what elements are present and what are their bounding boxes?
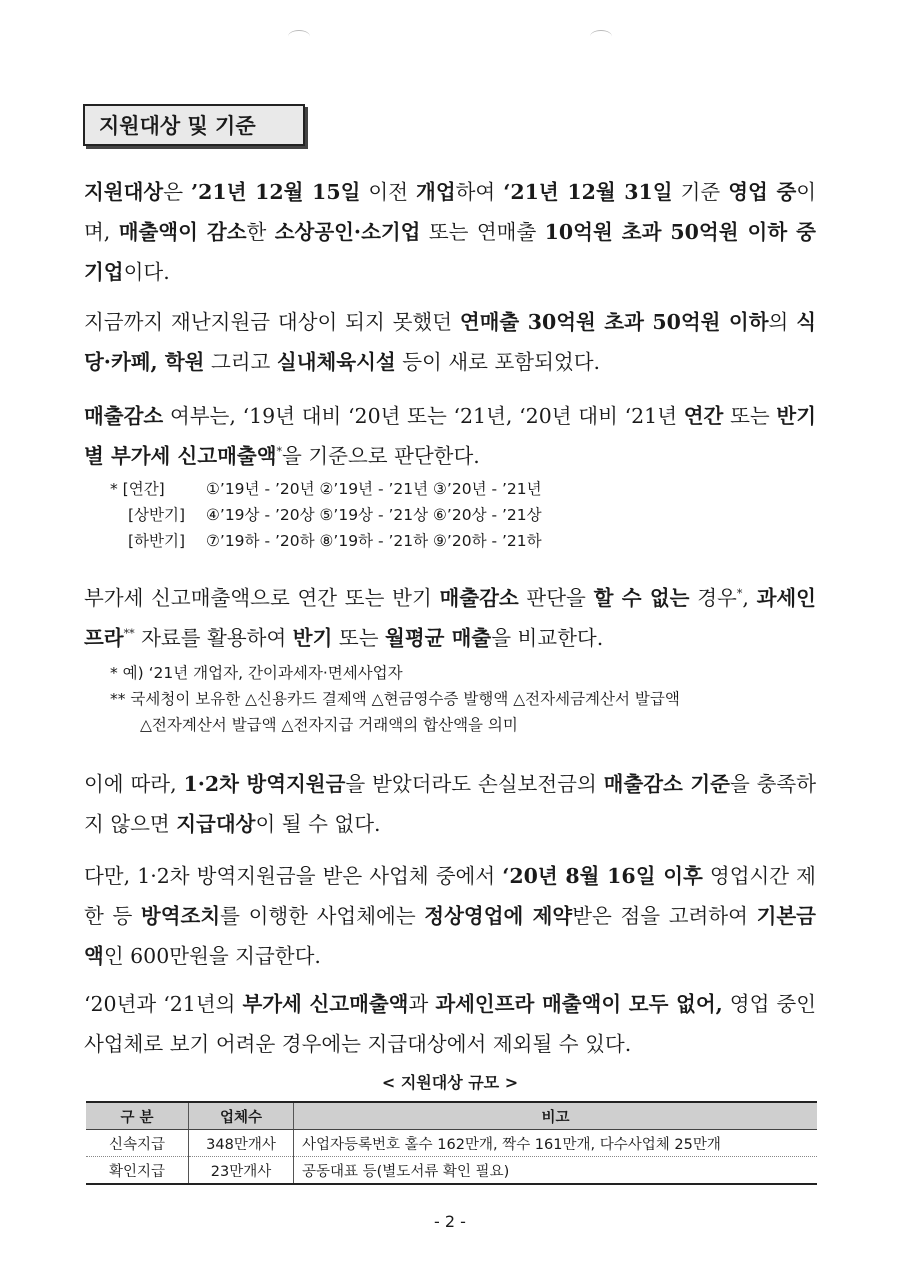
text-bold: 10억원 초과 50억원 이하 중기업 (84, 220, 816, 284)
table-cell: 23만개사 (189, 1157, 294, 1185)
note-label: [하반기] (128, 532, 186, 550)
paragraph-base-amount (84, 856, 816, 976)
paragraph-new-inclusions (84, 302, 816, 382)
text: 이며, (84, 180, 817, 244)
text-bold: 과세인프라 매출액이 모두 없어, (435, 992, 723, 1016)
text: 경우 (689, 586, 737, 610)
note-items: ④’19상 - ’20상 ⑤’19상 - ’21상 ⑥’20상 - ’21상 (206, 506, 542, 524)
text: 자료를 활용하여 (134, 626, 293, 650)
paragraph-quarantine-grant (84, 764, 816, 844)
text-bold: ‘20년 8월 16일 이후 (502, 864, 703, 888)
text-bold: 소상공인·소기업 (274, 220, 421, 244)
text: 과 (408, 992, 436, 1016)
column-header: 비고 (294, 1102, 818, 1130)
footnote-2: ** 국세청이 보유한 △신용카드 결제액 △현금영수증 발행액 △전자세금계산서 발급액 (110, 690, 680, 708)
text-bold: 매출감소 기준 (603, 772, 730, 796)
text: 영업 중인 사업체로 보기 어려운 경우에는 지급대상에서 제외될 수 있다. (84, 992, 817, 1056)
text-bold: 할 수 없는 (593, 586, 690, 610)
text: 그리고 (204, 350, 277, 374)
text: 의 (768, 310, 797, 334)
text-bold: 매출감소 (439, 586, 519, 610)
text: 지금까지 재난지원금 대상이 되지 못했던 (84, 310, 460, 334)
note-items: ⑦’19하 - ’20하 ⑧’19하 - ’21하 ⑨’20하 - ’21하 (206, 532, 542, 550)
table-cell: 사업자등록번호 홀수 162만개, 짝수 161만개, 다수사업체 25만개 (294, 1130, 818, 1157)
table-row (86, 1157, 817, 1185)
text-bold: 기본금액 (84, 904, 816, 968)
text: 등이 새로 포함되었다. (395, 350, 601, 374)
text-bold: 1·2차 방역지원금 (183, 772, 346, 796)
note-row-first-half (110, 502, 830, 528)
text: 또는 연매출 (420, 220, 545, 244)
text-bold: ‘21년 12월 31일 (503, 180, 673, 204)
text: 다만, 1·2차 방역지원금을 받은 사업체 중에서 (84, 864, 503, 888)
footnote-mark: * (736, 587, 743, 601)
note-row-second-half (110, 528, 830, 554)
text-bold: 실내체육시설 (276, 350, 396, 374)
text: 를 이행한 사업체에는 (220, 904, 425, 928)
table-header-row (86, 1102, 817, 1130)
text: 또는 (332, 626, 386, 650)
text: 인 600만원을 지급한다. (103, 944, 321, 968)
paragraph-tax-infra (84, 578, 816, 658)
paragraph-sales-decline (84, 396, 816, 476)
text: 을 비교한다. (491, 626, 604, 650)
page-number: - 2 - (434, 1212, 466, 1231)
text-bold: 매출감소 (84, 404, 164, 428)
footnote-mark: ** (123, 627, 135, 641)
section-title: 지원대상 및 기준 (83, 104, 305, 146)
note-label: * [연간] (110, 480, 165, 498)
text-bold: 반기별 부가세 신고매출액 (84, 404, 817, 468)
note-items: ①’19년 - ’20년 ②’19년 - ’21년 ③’20년 - ’21년 (206, 480, 542, 498)
text-bold: 월평균 매출 (385, 626, 492, 650)
text-bold: 부가세 신고매출액 (242, 992, 409, 1016)
text: 영업시간 제한 등 (84, 864, 816, 928)
column-header: 구 분 (86, 1102, 189, 1130)
text-bold: 반기 (292, 626, 333, 650)
text: ‘20년과 ‘21년의 (84, 992, 243, 1016)
text-bold: 과세인프라 (84, 586, 816, 650)
text: 을 기준으로 판단한다. (282, 444, 480, 468)
footnote-mark: * (276, 445, 283, 459)
note-footnotes (110, 660, 830, 738)
text: , (742, 586, 757, 610)
text: 또는 (723, 404, 777, 428)
text: 판단을 (518, 586, 594, 610)
punch-hole-right (590, 30, 612, 43)
text-bold: 개업 (416, 180, 456, 204)
text-bold: 지원대상 (84, 180, 164, 204)
support-scale-table (86, 1101, 817, 1185)
text-bold: 지급대상 (176, 812, 256, 836)
note-label: [상반기] (128, 506, 186, 524)
text-bold: 영업 중 (728, 180, 797, 204)
column-header: 업체수 (189, 1102, 294, 1130)
text: 하여 (455, 180, 504, 204)
text-bold: 방역조치 (140, 904, 221, 928)
text: 받은 점을 고려하여 (572, 904, 757, 928)
text: 은 (163, 180, 192, 204)
table-cell: 공동대표 등(별도서류 확인 필요) (294, 1157, 818, 1185)
footnote-2-cont: △전자계산서 발급액 △전자지급 거래액의 합산액을 의미 (140, 716, 518, 734)
table-cell: 신속지급 (86, 1130, 189, 1157)
text: 부가세 신고매출액으로 연간 또는 반기 (84, 586, 440, 610)
footnote-1: * 예) ‘21년 개업자, 간이과세자·면세사업자 (110, 664, 403, 682)
paragraph-exclusion (84, 984, 816, 1064)
text: 이에 따라, (84, 772, 184, 796)
text: 이전 (360, 180, 417, 204)
text-bold: 정상영업에 제약 (424, 904, 573, 928)
text-bold: 연간 (683, 404, 724, 428)
text: 기준 (672, 180, 729, 204)
paragraph-eligibility (84, 172, 816, 292)
table-cell: 확인지급 (86, 1157, 189, 1185)
punch-hole-left (288, 30, 310, 43)
text: 한 (246, 220, 275, 244)
text-bold: ’21년 12월 15일 (191, 180, 361, 204)
text-bold: 연매출 30억원 초과 50억원 이하 (459, 310, 769, 334)
text-bold: 매출액이 감소 (118, 220, 247, 244)
table-caption: < 지원대상 규모 > (381, 1073, 519, 1092)
text: 이다. (123, 260, 170, 284)
table-row (86, 1130, 817, 1157)
note-row-annual (110, 476, 830, 502)
table-cell: 348만개사 (189, 1130, 294, 1157)
text: 이 될 수 없다. (255, 812, 381, 836)
text: 을 충족하지 않으면 (84, 772, 817, 836)
text: 여부는, ‘19년 대비 ‘20년 또는 ‘21년, ‘20년 대비 ‘21년 (163, 404, 684, 428)
note-period-list (110, 476, 830, 554)
text: 을 받았더라도 손실보전금의 (345, 772, 604, 796)
text-bold: 식당·카페, 학원 (84, 310, 816, 374)
